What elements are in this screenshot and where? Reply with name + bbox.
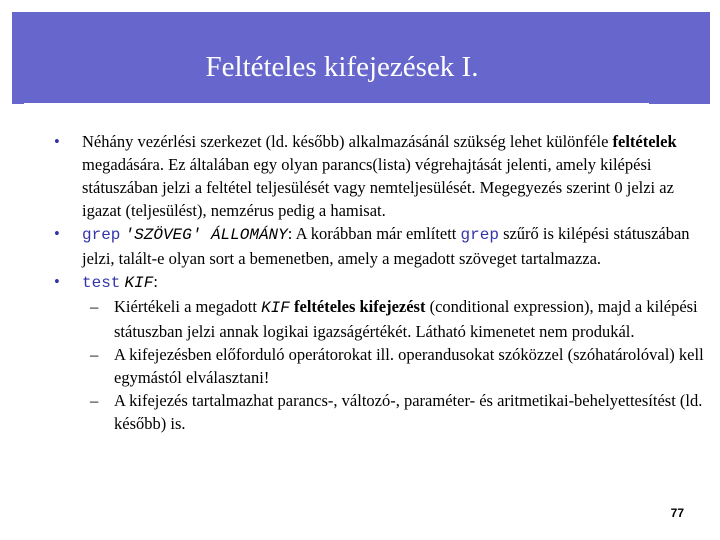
sub-item-separators — [48, 343, 708, 389]
sub-item-bold-term: feltételes kifejezést — [294, 297, 426, 316]
sub-item-text: Kiértékeli a megadott — [114, 297, 262, 316]
item-text: : A korábban már említett — [287, 224, 461, 243]
dash-icon: – — [90, 297, 99, 316]
item-bold-term: feltételek — [612, 132, 677, 151]
sub-item-text: (conditional expression), majd a kilépési státuszban jelzi annak logikai igazságértékét. Látható kimenetet nem produkál. — [114, 297, 698, 341]
sub-item-substitution — [48, 389, 708, 435]
item-text: : — [153, 272, 158, 291]
sub-item-text: A kifejezésben előforduló operátorokat ill. operandusokat szóközzel (szóhatárolóval) kell egymástól elválasztani! — [114, 345, 704, 387]
page-number: 77 — [670, 506, 684, 520]
bullet-item-grep — [48, 222, 708, 270]
test-command: test — [82, 274, 121, 292]
item-text: megadására. Ez általában egy olyan parancs(lista) végrehajtását jelenti, amely kilépési státuszában jelzi a feltétel teljesülését vagy nemteljesülését. Megegyezés szerint 0 jelzi az igazat (teljesülést), nemzérus pedig a hamisat. — [82, 155, 674, 220]
test-argument: KIF — [124, 274, 154, 292]
dash-icon: – — [90, 345, 99, 364]
sub-item-text: A kifejezés tartalmazhat parancs-, változó-, paraméter- és aritmetikai-behelyettesítést (ld. később) is. — [114, 391, 703, 433]
item-text: Néhány vezérlési szerkezet (ld. később) alkalmazásánál szükség lehet különféle — [82, 132, 613, 151]
dash-icon: – — [90, 391, 99, 410]
slide-content — [48, 130, 708, 435]
grep-arguments: 'SZÖVEG' ÁLLOMÁNY — [124, 226, 288, 244]
sub-item-evaluates — [48, 295, 708, 343]
slide-title: Feltételes kifejezések I. — [205, 51, 479, 83]
grep-command-inline: grep — [460, 226, 499, 244]
bullet-item-test — [48, 270, 708, 295]
title-underline — [24, 103, 649, 106]
item-text: szűrő is kilépési státuszában jelzi, talált-e olyan sort a bemenetben, amely a megadott szöveget tartalmazza. — [82, 224, 690, 268]
bullet-item-conditions — [48, 130, 708, 222]
kif-code: KIF — [261, 299, 290, 317]
bullet-icon: • — [54, 132, 60, 151]
bullet-icon: • — [54, 224, 60, 243]
bullet-icon: • — [54, 272, 60, 291]
grep-command: grep — [82, 226, 121, 244]
title-band — [12, 12, 710, 104]
